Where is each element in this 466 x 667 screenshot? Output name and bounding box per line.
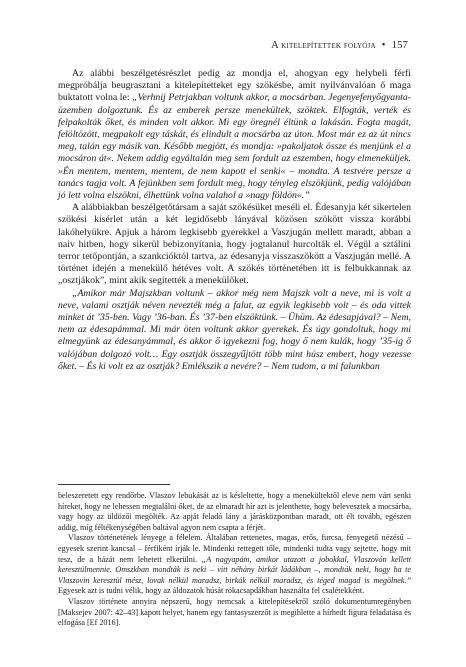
footnote-text: beleszeretett egy rendőrbe. Vlaszov lebukását az is késleltette, hogy a menekültektől eleve nem várt senki híreket, hogy ne lehessen megtalálni őket, de az elmaradt hír azt is jelenthette, hogy belevesztek a mocsárba, vagy hogy az üldözői megölték. Az apját feladó lány a járásközpontban maradt, ott élt tovább, egészen addig, míg féltékenységében baltával agyon nem csapta a férjét. bbox=[58, 491, 411, 532]
running-title: A kitelepítettek folyója bbox=[271, 40, 376, 51]
paragraph bbox=[58, 288, 411, 373]
footnote-quotation: „A nagyapám, amikor utazott a jobokkal, Vlaszovón kellett keresztülmennie. Omszkban mondták is neki – vitt néhány birkát ládákban –, mondták neki, hogy ha te Vlaszovin keresztül mész, lovak nélkül maradsz, birkák nélkül maradsz, és téged magad is megölnek.” bbox=[58, 554, 411, 585]
header-bullet: • bbox=[381, 40, 386, 51]
footnote-paragraph bbox=[58, 491, 411, 533]
paragraph bbox=[58, 68, 411, 202]
footnote-text: Egyesek azt is tudni vélik, hogy az áldozatok húsát rókacsapdákban használta fel csalétekként. bbox=[58, 586, 365, 596]
quotation-text: „Verhnij Petrjakban voltunk akkor, a mocsárban. Jegenyefenyőgyanta-üzemben dolgoztunk. És az emberek persze menekültek, szöktek. Elfogták, verték és felpakolták őket, és minden volt akkor. Mi egy öregnél éltünk a lakásán. Fogta magát, felöltözött, megpakolt egy táskát, és elindult a mocsárba az úton. Most már ez az út nincs meg, talán egy másik van. Később megjött, és mondja: »pakoljatok össze és menjünk el a mocsáron át«. Nekem addig egyáltalán meg sem fordult az eszemben, hogy elmeneküljek. »Én mentem, mentem, mentem, de nem kapott el senki« – mondta. A testvére persze a tanács tagja volt. A fejünkben sem fordult meg, hogy tényleg elszökjünk, pedig valójában jó lett volna elszökni, élhettünk volna valahol a »nagy földön«.” bbox=[58, 92, 411, 202]
footnote-rule bbox=[58, 484, 170, 485]
footnotes bbox=[58, 491, 411, 629]
paragraph-text: Az alábbi beszélgetésrészlet pedig az mondja el, ahogyan egy helybeli férfi megpróbálja beugrasztani a kitelepítetteket egy szökésbe, amit nyilvánvalóan ő maga buktatott volna le: bbox=[58, 68, 411, 104]
footnote-paragraph bbox=[58, 597, 411, 629]
main-text bbox=[58, 68, 411, 373]
running-header bbox=[271, 40, 408, 51]
footnote-paragraph bbox=[58, 533, 411, 597]
paragraph-text: A alábbiakban beszélgetőtársam a saját szökésüket meséli el. Édesanyja két sikertelen szökési kísérlet után a két legidősebb lányával közösen szökött vissza korábbi lakóhelyükre. Apjuk a három legkisebb gyerekkel a Vaszjugán mellett maradt, abban a naiv hitben, hogy sikerül bebizonyítania, hogy jogtalanul hurcolták el. Végül a sztálini terror tetőpontján, a szankcióktól tartva, az édesanyja visszaszökött a Vaszjugán mellé. A történet idején a menekülő hétéves volt. A szökés történetében itt is felbukkannak az „osztjákok”, mint akik segítették a menekülőket. bbox=[58, 202, 411, 287]
quotation-text: „Amikor már Majszkban voltunk – akkor még nem Majszk volt a neve, mi is volt a neve, valami osztják néven nevezték még a falut, az egyik legkisebb volt – és oda vittek minket át ’35-ben. Vagy ’36-ban. És ’37-ben elszöktünk. – Ühüm. Az édesapjával? – Nem, nem az édesapámmal. Mi már öten voltunk akkor gyerekek. És úgy gondoltuk, hogy mi elmegyünk az édesanyámmal, és akkor ő igyekezni fog, hogy ő nem kulák, hogy ’35-ig ő valójában dolgozó volt… Egy osztják összegyűjtött több mint húsz embert, hogy vezesse őket. – És ki volt ez az osztják? Emlékszik a nevére? – Nem tudom, a mi falunkban bbox=[58, 287, 411, 372]
page-number: 157 bbox=[391, 40, 408, 51]
paragraph bbox=[58, 202, 411, 287]
footnote-text: Vlaszov történetének lényege a félelem. Általában rettenetes, magas, erős, furcsa, fenyegető nézésű – egyesek szerint kancsal – férfiként írják le. Mindenki rettegett tőle, mindenki tudta vagy sejtette, hogy mit tesz, de a házát nem lehetett elkerülni. bbox=[58, 533, 411, 564]
footnote-text: Vlaszov története annyira népszerű, hogy nemcsak a kitelepítésekről szóló dokumentumregényben [Maksejev 2007: 42–43] kapott helyet, hanem egy fantasyszerzőt is megihlette a hírhedt figura feladatása és elfogása [Ef 2016]. bbox=[58, 596, 411, 628]
